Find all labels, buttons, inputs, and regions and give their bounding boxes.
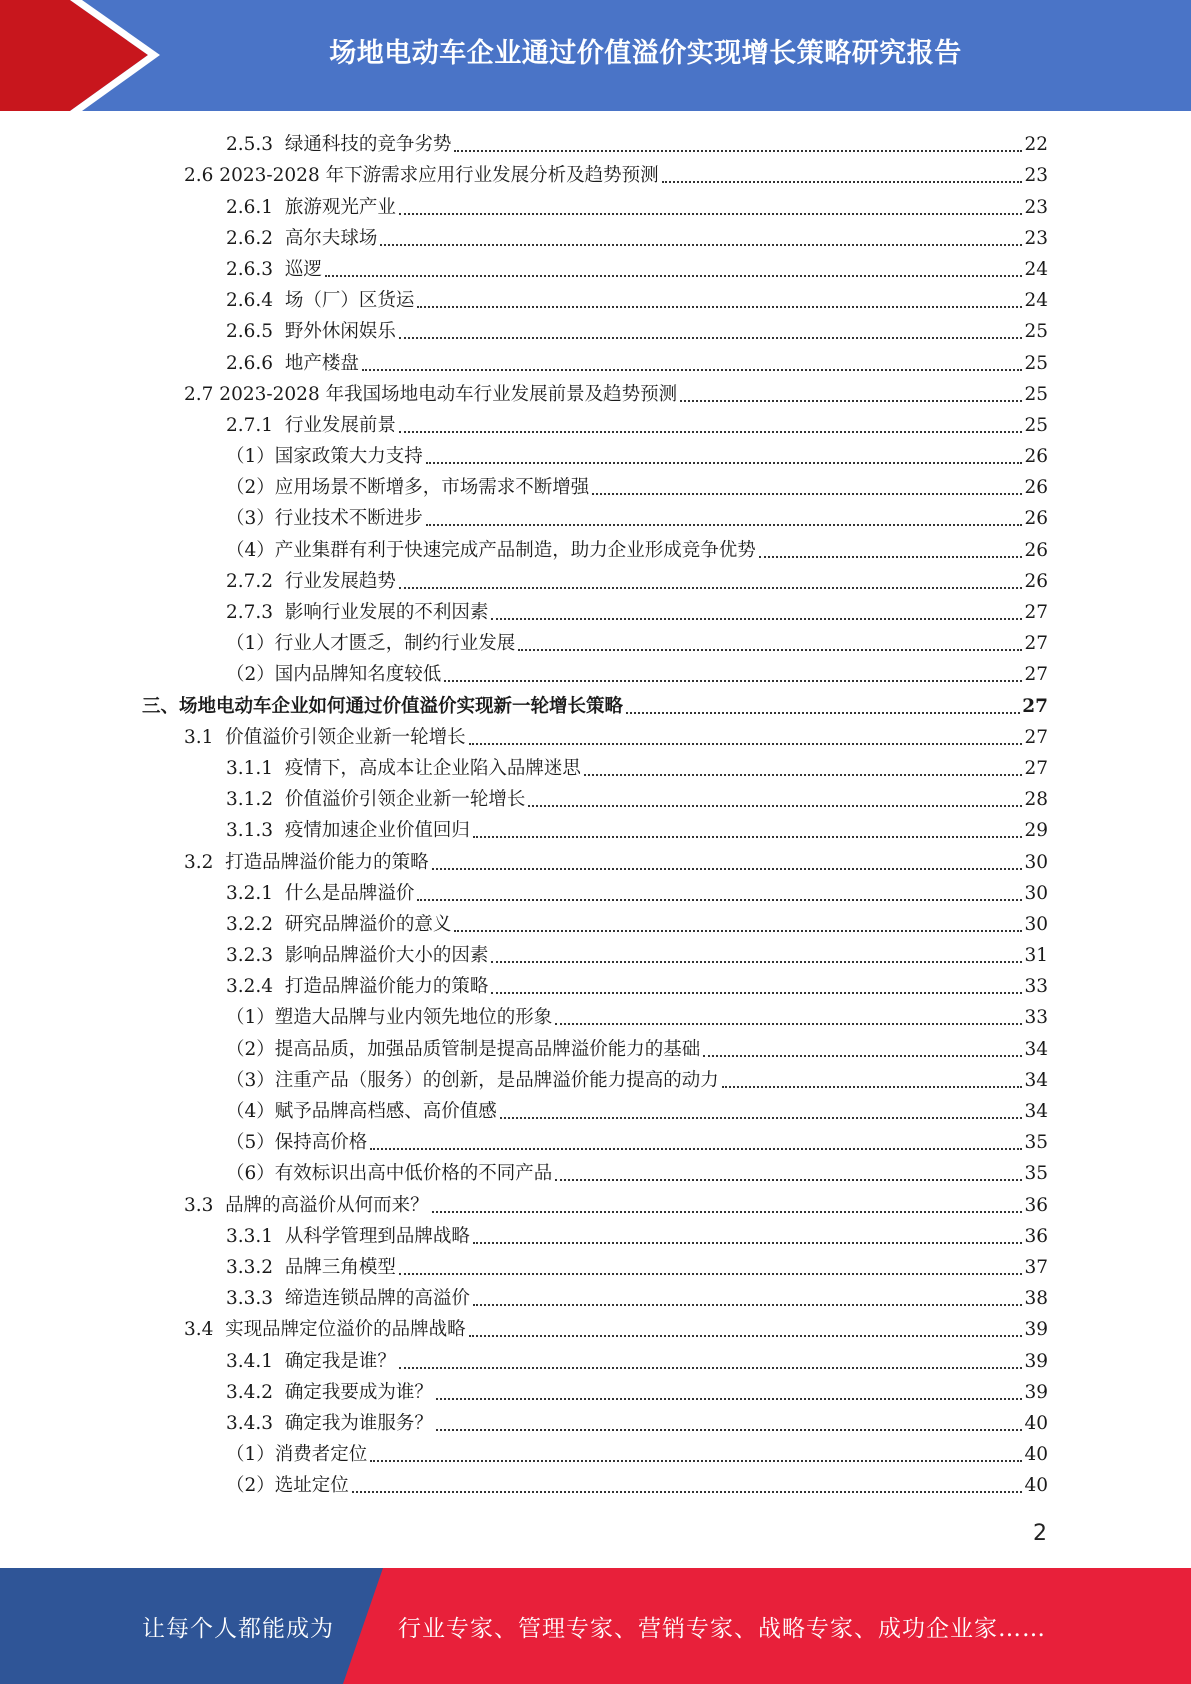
toc-dot-leader (491, 961, 1022, 963)
toc-entry[interactable] (0, 721, 1191, 752)
toc-entry-title: 3.1.1 疫情下，高成本让企业陷入品牌迷思 (226, 757, 581, 779)
toc-entry-title: 2.7.1 行业发展前景 (226, 414, 396, 436)
toc-entry-title: 3.4 实现品牌定位溢价的品牌战略 (184, 1319, 466, 1341)
toc-dot-leader (722, 1086, 1023, 1088)
toc-entry[interactable] (0, 689, 1191, 720)
toc-entry[interactable] (0, 970, 1191, 1001)
toc-entry[interactable] (0, 128, 1191, 159)
toc-entry-page: 36 (1024, 1194, 1048, 1216)
toc-dot-leader (555, 1023, 1022, 1025)
toc-entry[interactable] (0, 533, 1191, 564)
toc-entry-page: 37 (1024, 1256, 1048, 1278)
toc-dot-leader (370, 1148, 1022, 1150)
toc-entry-title: 2.6 2023-2028 年下游需求应用行业发展分析及趋势预测 (184, 165, 659, 187)
toc-dot-leader (500, 1117, 1023, 1119)
toc-dot-leader (380, 244, 1022, 246)
toc-entry[interactable] (0, 908, 1191, 939)
toc-dot-leader (491, 992, 1022, 994)
toc-entry-title: 3.1.3 疫情加速企业价值回归 (226, 820, 470, 842)
toc-dot-leader (662, 181, 1023, 183)
toc-entry-title: （2）应用场景不断增多，市场需求不断增强 (226, 477, 590, 499)
toc-entry-title: （1）国家政策大力支持 (226, 446, 423, 468)
toc-dot-leader (426, 524, 1023, 526)
toc-entry[interactable] (0, 1032, 1191, 1063)
toc-entry-page: 26 (1024, 477, 1048, 499)
toc-entry-page: 26 (1024, 508, 1048, 530)
toc-entry-title: 3.1.2 价值溢价引领企业新一轮增长 (226, 789, 526, 811)
toc-entry-title: （2）提高品质，加强品质管制是提高品牌溢价能力的基础 (226, 1038, 701, 1060)
toc-entry-page: 25 (1024, 414, 1048, 436)
toc-entry[interactable] (0, 1220, 1191, 1251)
toc-dot-leader (370, 1460, 1022, 1462)
toc-entry[interactable] (0, 253, 1191, 284)
toc-entry[interactable] (0, 1407, 1191, 1438)
toc-dot-leader (325, 275, 1023, 277)
toc-entry-title: 3.2 打造品牌溢价能力的策略 (184, 851, 429, 873)
toc-entry-page: 25 (1024, 383, 1048, 405)
toc-entry[interactable] (0, 1188, 1191, 1219)
toc-dot-leader (555, 1179, 1022, 1181)
toc-entry-page: 39 (1024, 1319, 1048, 1341)
toc-entry-title: 3.4.3 确定我为谁服务？ (226, 1412, 433, 1434)
toc-entry-page: 34 (1024, 1038, 1048, 1060)
toc-dot-leader (399, 431, 1023, 433)
toc-dot-leader (417, 899, 1022, 901)
toc-entry-title: （3）行业技术不断进步 (226, 508, 423, 530)
toc-entry-title: 3.3.1 从科学管理到品牌战略 (226, 1225, 470, 1247)
toc-dot-leader (518, 649, 1022, 651)
toc-entry-title: 3.3.3 缔造连锁品牌的高溢价 (226, 1288, 470, 1310)
toc-dot-leader (759, 556, 1023, 558)
toc-dot-leader (436, 1398, 1023, 1400)
toc-entry-title: 2.6.4 场（厂）区货运 (226, 290, 415, 312)
toc-entry[interactable] (0, 658, 1191, 689)
toc-entry[interactable] (0, 1001, 1191, 1032)
toc-entry-title: 2.7.3 影响行业发展的不利因素 (226, 602, 489, 623)
toc-entry-title: （2）选址定位 (226, 1475, 349, 1497)
toc-entry-title: （1）消费者定位 (226, 1444, 368, 1466)
toc-dot-leader (626, 712, 1020, 714)
toc-entry-title: 3.2.1 什么是品牌溢价 (226, 882, 415, 904)
toc-entry[interactable] (0, 190, 1191, 221)
footer-slogan-left: 让每个人都能成为 (142, 1615, 334, 1642)
toc-entry-title: 3.3 品牌的高溢价从何而来？ (184, 1194, 429, 1216)
toc-dot-leader (469, 743, 1023, 745)
toc-entry-title: （2）国内品牌知名度较低 (226, 664, 442, 686)
toc-entry-title: （6）有效标识出高中低价格的不同产品 (226, 1163, 553, 1185)
toc-entry-page: 26 (1024, 539, 1048, 561)
toc-entry[interactable] (0, 222, 1191, 253)
table-of-contents (0, 128, 1191, 1500)
toc-entry-page: 35 (1024, 1132, 1048, 1154)
toc-entry-title: 2.6.5 野外休闲娱乐 (226, 321, 396, 343)
toc-entry-title: 2.6.6 地产楼盘 (226, 352, 359, 374)
toc-entry[interactable] (0, 596, 1191, 627)
page-header (0, 0, 1191, 111)
toc-dot-leader (473, 1304, 1023, 1306)
toc-entry-page: 23 (1024, 196, 1048, 218)
toc-dot-leader (399, 213, 1023, 215)
toc-dot-leader (399, 337, 1023, 339)
toc-entry-page: 30 (1024, 913, 1048, 935)
toc-dot-leader (473, 836, 1023, 838)
toc-entry-title: 3.1 价值溢价引领企业新一轮增长 (184, 726, 466, 748)
toc-dot-leader (680, 400, 1022, 402)
toc-entry[interactable] (0, 1064, 1191, 1095)
toc-entry[interactable] (0, 814, 1191, 845)
toc-entry-page: 23 (1024, 165, 1048, 187)
toc-entry[interactable] (0, 565, 1191, 596)
toc-entry-page: 22 (1024, 134, 1048, 156)
toc-entry-title: 2.5.3 绿通科技的竞争劣势 (226, 134, 452, 156)
toc-entry[interactable] (0, 346, 1191, 377)
toc-entry-page: 26 (1024, 570, 1048, 592)
toc-dot-leader (426, 462, 1023, 464)
toc-entry-page: 33 (1024, 1007, 1048, 1029)
toc-entry[interactable] (0, 471, 1191, 502)
toc-entry-page: 27 (1024, 633, 1048, 655)
toc-dot-leader (703, 1055, 1022, 1057)
toc-entry[interactable] (0, 159, 1191, 190)
toc-entry[interactable] (0, 1376, 1191, 1407)
toc-entry[interactable] (0, 877, 1191, 908)
toc-entry[interactable] (0, 1469, 1191, 1500)
toc-dot-leader (362, 369, 1023, 371)
toc-entry-page: 36 (1024, 1225, 1048, 1247)
toc-dot-leader (584, 774, 1023, 776)
toc-entry-page: 24 (1024, 290, 1048, 312)
toc-entry[interactable] (0, 627, 1191, 658)
toc-entry-page: 26 (1024, 446, 1048, 468)
toc-entry-title: 3.2.2 研究品牌溢价的意义 (226, 913, 452, 935)
toc-dot-leader (491, 618, 1022, 620)
toc-entry-title: 3.2.4 打造品牌溢价能力的策略 (226, 976, 489, 998)
toc-dot-leader (399, 1367, 1023, 1369)
toc-dot-leader (399, 1273, 1023, 1275)
toc-entry-page: 25 (1024, 321, 1048, 343)
toc-entry[interactable] (0, 1157, 1191, 1188)
toc-entry-page: 27 (1024, 757, 1048, 779)
toc-entry-page: 24 (1024, 258, 1048, 280)
toc-entry-title: 2.6.3 巡逻 (226, 258, 322, 280)
toc-dot-leader (592, 493, 1022, 495)
toc-entry-page: 28 (1024, 789, 1048, 811)
toc-entry-page: 33 (1024, 976, 1048, 998)
footer-slogan-right: 行业专家、管理专家、营销专家、战略专家、成功企业家…… (398, 1615, 1046, 1642)
toc-entry[interactable] (0, 752, 1191, 783)
toc-entry[interactable] (0, 378, 1191, 409)
page-footer (0, 1568, 1191, 1684)
toc-entry-title: （1）行业人才匮乏，制约行业发展 (226, 633, 516, 655)
toc-entry-page: 38 (1024, 1288, 1048, 1310)
toc-entry[interactable] (0, 315, 1191, 346)
toc-entry-page: 39 (1024, 1350, 1048, 1372)
toc-entry-title: 3.4.2 确定我要成为谁？ (226, 1381, 433, 1403)
toc-entry[interactable] (0, 1438, 1191, 1469)
toc-entry-title: 2.7.2 行业发展趋势 (226, 570, 396, 592)
toc-dot-leader (454, 150, 1022, 152)
toc-entry[interactable] (0, 1126, 1191, 1157)
toc-dot-leader (473, 1242, 1023, 1244)
toc-entry[interactable] (0, 1282, 1191, 1313)
toc-entry-page: 23 (1024, 227, 1048, 249)
toc-entry[interactable] (0, 409, 1191, 440)
toc-entry-title: 2.6.1 旅游观光产业 (226, 196, 396, 218)
toc-entry-title: （1）塑造大品牌与业内领先地位的形象 (226, 1007, 553, 1029)
toc-entry-title: 2.6.2 高尔夫球场 (226, 227, 378, 249)
toc-entry-title: （4）赋予品牌高档感、高价值感 (226, 1101, 497, 1122)
toc-entry[interactable] (0, 1251, 1191, 1282)
toc-entry-title: （4）产业集群有利于快速完成产品制造，助力企业形成竞争优势 (226, 539, 756, 561)
toc-entry[interactable] (0, 1344, 1191, 1375)
toc-dot-leader (454, 930, 1022, 932)
toc-entry-page: 27 (1022, 695, 1048, 717)
toc-dot-leader (436, 1429, 1023, 1431)
toc-dot-leader (469, 1335, 1023, 1337)
toc-dot-leader (399, 587, 1023, 589)
toc-dot-leader (352, 1491, 1023, 1493)
toc-entry-page: 39 (1024, 1381, 1048, 1403)
toc-entry-page: 40 (1024, 1412, 1048, 1434)
toc-entry-title: 3.2.3 影响品牌溢价大小的因素 (226, 945, 489, 967)
toc-entry-title: 2.7 2023-2028 年我国场地电动车行业发展前景及趋势预测 (184, 383, 678, 405)
toc-entry[interactable] (0, 502, 1191, 533)
toc-entry[interactable] (0, 440, 1191, 471)
toc-entry-title: （3）注重产品（服务）的创新，是品牌溢价能力提高的动力 (226, 1069, 719, 1091)
toc-entry-page: 25 (1024, 352, 1048, 374)
toc-entry-page: 35 (1024, 1163, 1048, 1185)
toc-entry-title: 3.4.1 确定我是谁？ (226, 1350, 396, 1372)
toc-entry-page: 30 (1024, 851, 1048, 873)
toc-dot-leader (528, 805, 1022, 807)
toc-dot-leader (444, 680, 1022, 682)
report-title: 场地电动车企业通过价值溢价实现增长策略研究报告 (329, 37, 962, 69)
toc-entry-page: 30 (1024, 882, 1048, 904)
toc-entry-title: 3.3.2 品牌三角模型 (226, 1256, 396, 1278)
toc-entry-page: 40 (1024, 1475, 1048, 1497)
toc-entry-page: 27 (1024, 664, 1048, 686)
toc-entry-page: 34 (1024, 1069, 1048, 1091)
toc-entry-title: 三、场地电动车企业如何通过价值溢价实现新一轮增长策略 (142, 695, 624, 717)
toc-entry[interactable] (0, 1095, 1191, 1126)
toc-entry-page: 29 (1024, 820, 1048, 842)
toc-entry[interactable] (0, 939, 1191, 970)
page-number: 2 (1033, 1521, 1047, 1546)
toc-entry-page: 40 (1024, 1444, 1048, 1466)
toc-dot-leader (432, 1211, 1023, 1213)
toc-entry[interactable] (0, 1313, 1191, 1344)
toc-entry-page: 31 (1024, 945, 1048, 967)
toc-entry[interactable] (0, 284, 1191, 315)
toc-entry-page: 27 (1024, 726, 1048, 748)
toc-entry-page: 34 (1024, 1101, 1048, 1122)
toc-entry[interactable] (0, 845, 1191, 876)
toc-entry-page: 27 (1024, 602, 1048, 623)
toc-dot-leader (417, 306, 1022, 308)
toc-dot-leader (432, 868, 1023, 870)
toc-entry-title: （5）保持高价格 (226, 1132, 368, 1154)
toc-entry[interactable] (0, 783, 1191, 814)
